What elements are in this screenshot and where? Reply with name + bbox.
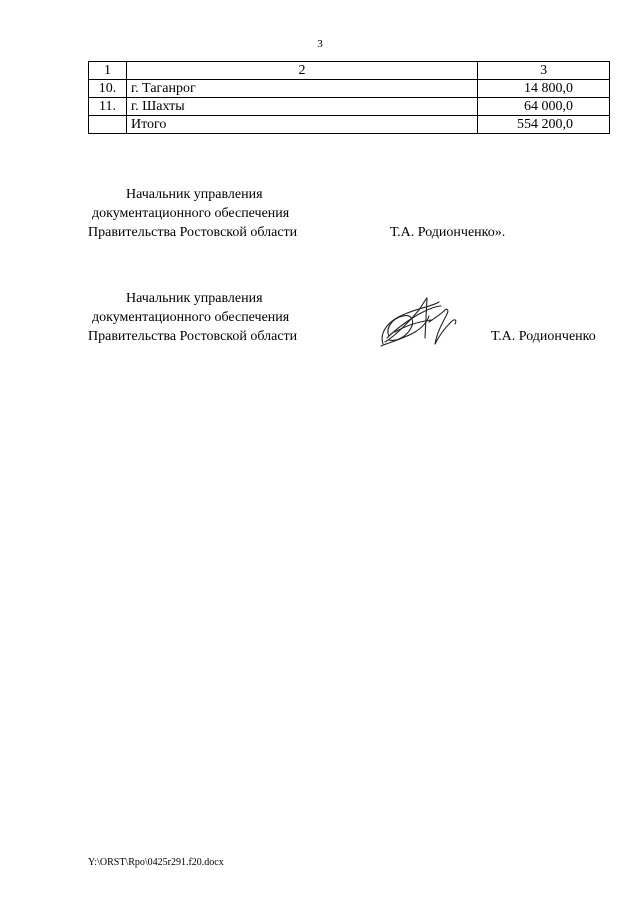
- table-row: [89, 98, 610, 116]
- title-line: документационного обеспечения: [92, 206, 290, 221]
- signatory-name-1: Т.А. Родионченко».: [390, 225, 506, 240]
- page-number: 3: [317, 38, 323, 50]
- data-table: [88, 61, 610, 134]
- header-col-1: 1: [89, 62, 127, 80]
- signatory-title-1: [88, 185, 297, 242]
- row-total-label: Итого: [126, 116, 477, 134]
- row-number: 10.: [89, 80, 127, 98]
- table-total-row: [89, 116, 610, 134]
- row-value: 14 800,0: [478, 80, 610, 98]
- row-city: г. Шахты: [126, 98, 477, 116]
- file-path-footer: Y:\ORST\Rpo\0425r291.f20.docx: [88, 857, 224, 868]
- title-line: Правительства Ростовской области: [88, 329, 298, 344]
- row-number: 11.: [89, 98, 127, 116]
- header-col-2: 2: [126, 62, 477, 80]
- signatory-title-2: [88, 289, 297, 346]
- title-line: документационного обеспечения: [92, 310, 290, 325]
- title-line: Правительства Ростовской области: [88, 225, 298, 240]
- title-line: Начальник управления: [126, 187, 263, 202]
- signatory-name-2: Т.А. Родионченко: [491, 329, 596, 344]
- header-col-3: 3: [478, 62, 610, 80]
- title-line: Начальник управления: [126, 291, 263, 306]
- row-total-value: 554 200,0: [478, 116, 610, 134]
- row-value: 64 000,0: [478, 98, 610, 116]
- row-city: г. Таганрог: [126, 80, 477, 98]
- table-row: [89, 80, 610, 98]
- table-header-row: [89, 62, 610, 80]
- row-number: [89, 116, 127, 134]
- handwritten-signature: [375, 292, 465, 352]
